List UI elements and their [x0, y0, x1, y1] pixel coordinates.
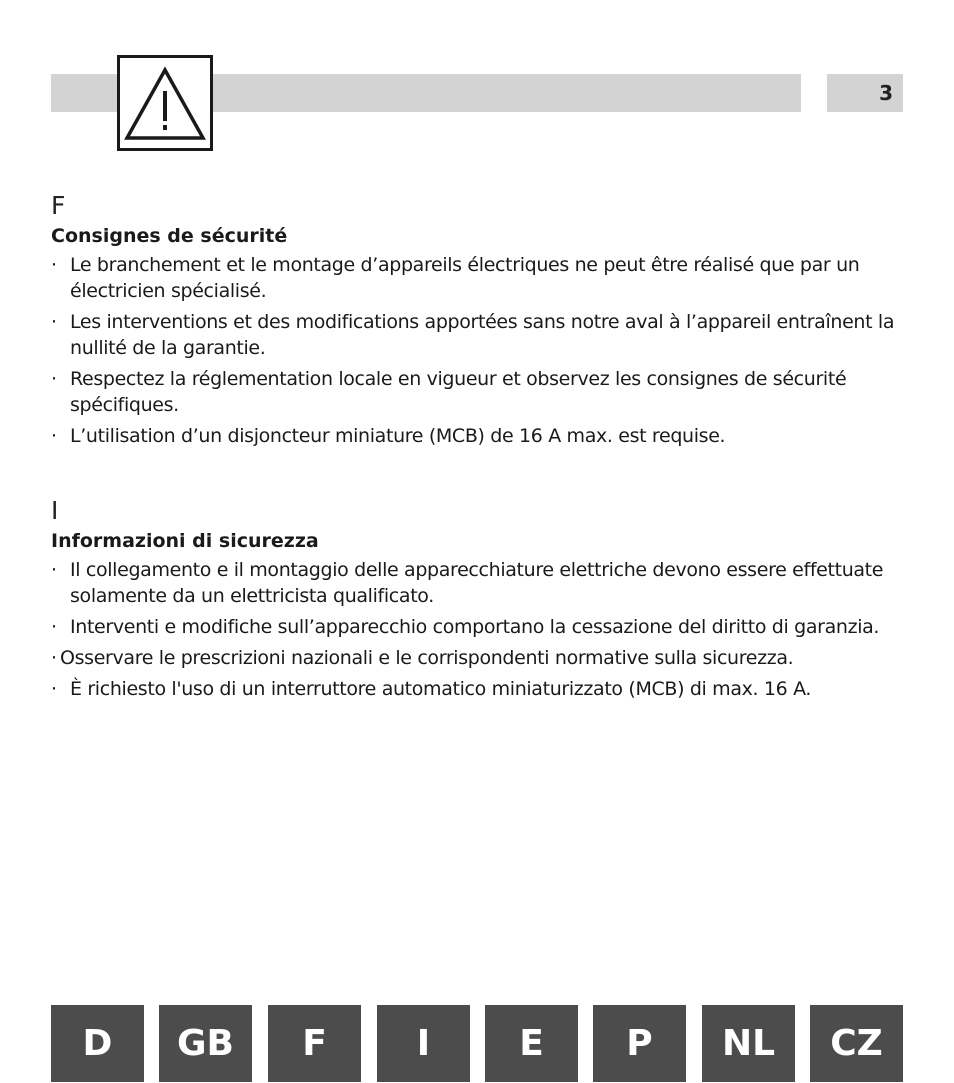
- list-item: · È richiesto l'uso di un interruttore automatico miniaturizzato (MCB) di max. 16 A.: [51, 678, 812, 700]
- tab-language-nl[interactable]: NL: [702, 1005, 795, 1082]
- page-number: 3: [879, 81, 893, 105]
- list-item: · Respectez la réglementation locale en vigueur et observez les consignes de sécurité spécifiques.: [51, 368, 847, 416]
- section-french: [51, 190, 911, 454]
- tab-language-e[interactable]: E: [485, 1005, 578, 1082]
- section-title: Informazioni di sicurezza: [51, 530, 319, 552]
- tab-language-cz[interactable]: CZ: [810, 1005, 903, 1082]
- list-item: · Il collegamento e il montaggio delle apparecchiature elettriche devono essere effettuate solamente da un elettricista qualificato.: [51, 559, 884, 607]
- list-item: · Les interventions et des modifications apportées sans notre aval à l’appareil entraînent la nullité de la garantie.: [51, 311, 895, 359]
- list-item: · Interventi e modifiche sull’apparecchio comportano la cessazione del diritto di garanzia.: [51, 616, 880, 638]
- list-item: · L’utilisation d’un disjoncteur miniature (MCB) de 16 A max. est requise.: [51, 425, 726, 447]
- warning-triangle-icon: [117, 55, 213, 151]
- page-number-box: [827, 74, 903, 112]
- safety-list: [51, 557, 911, 702]
- safety-list: [51, 252, 911, 449]
- tab-language-i[interactable]: I: [377, 1005, 470, 1082]
- section-title: Consignes de sécurité: [51, 225, 288, 247]
- tab-language-f[interactable]: F: [268, 1005, 361, 1082]
- language-tabs: [51, 1005, 903, 1082]
- section-language-letter: F: [51, 191, 66, 220]
- section-italian: [51, 495, 911, 707]
- tab-language-d[interactable]: D: [51, 1005, 144, 1082]
- list-item: · Le branchement et le montage d’appareils électriques ne peut être réalisé que par un électricien spécialisé.: [51, 254, 860, 302]
- tab-language-gb[interactable]: GB: [159, 1005, 252, 1082]
- list-item: · Osservare le prescrizioni nazionali e le corrispondenti normative sulla sicurezza.: [51, 647, 794, 669]
- tab-language-p[interactable]: P: [593, 1005, 686, 1082]
- section-language-letter: I: [51, 496, 59, 525]
